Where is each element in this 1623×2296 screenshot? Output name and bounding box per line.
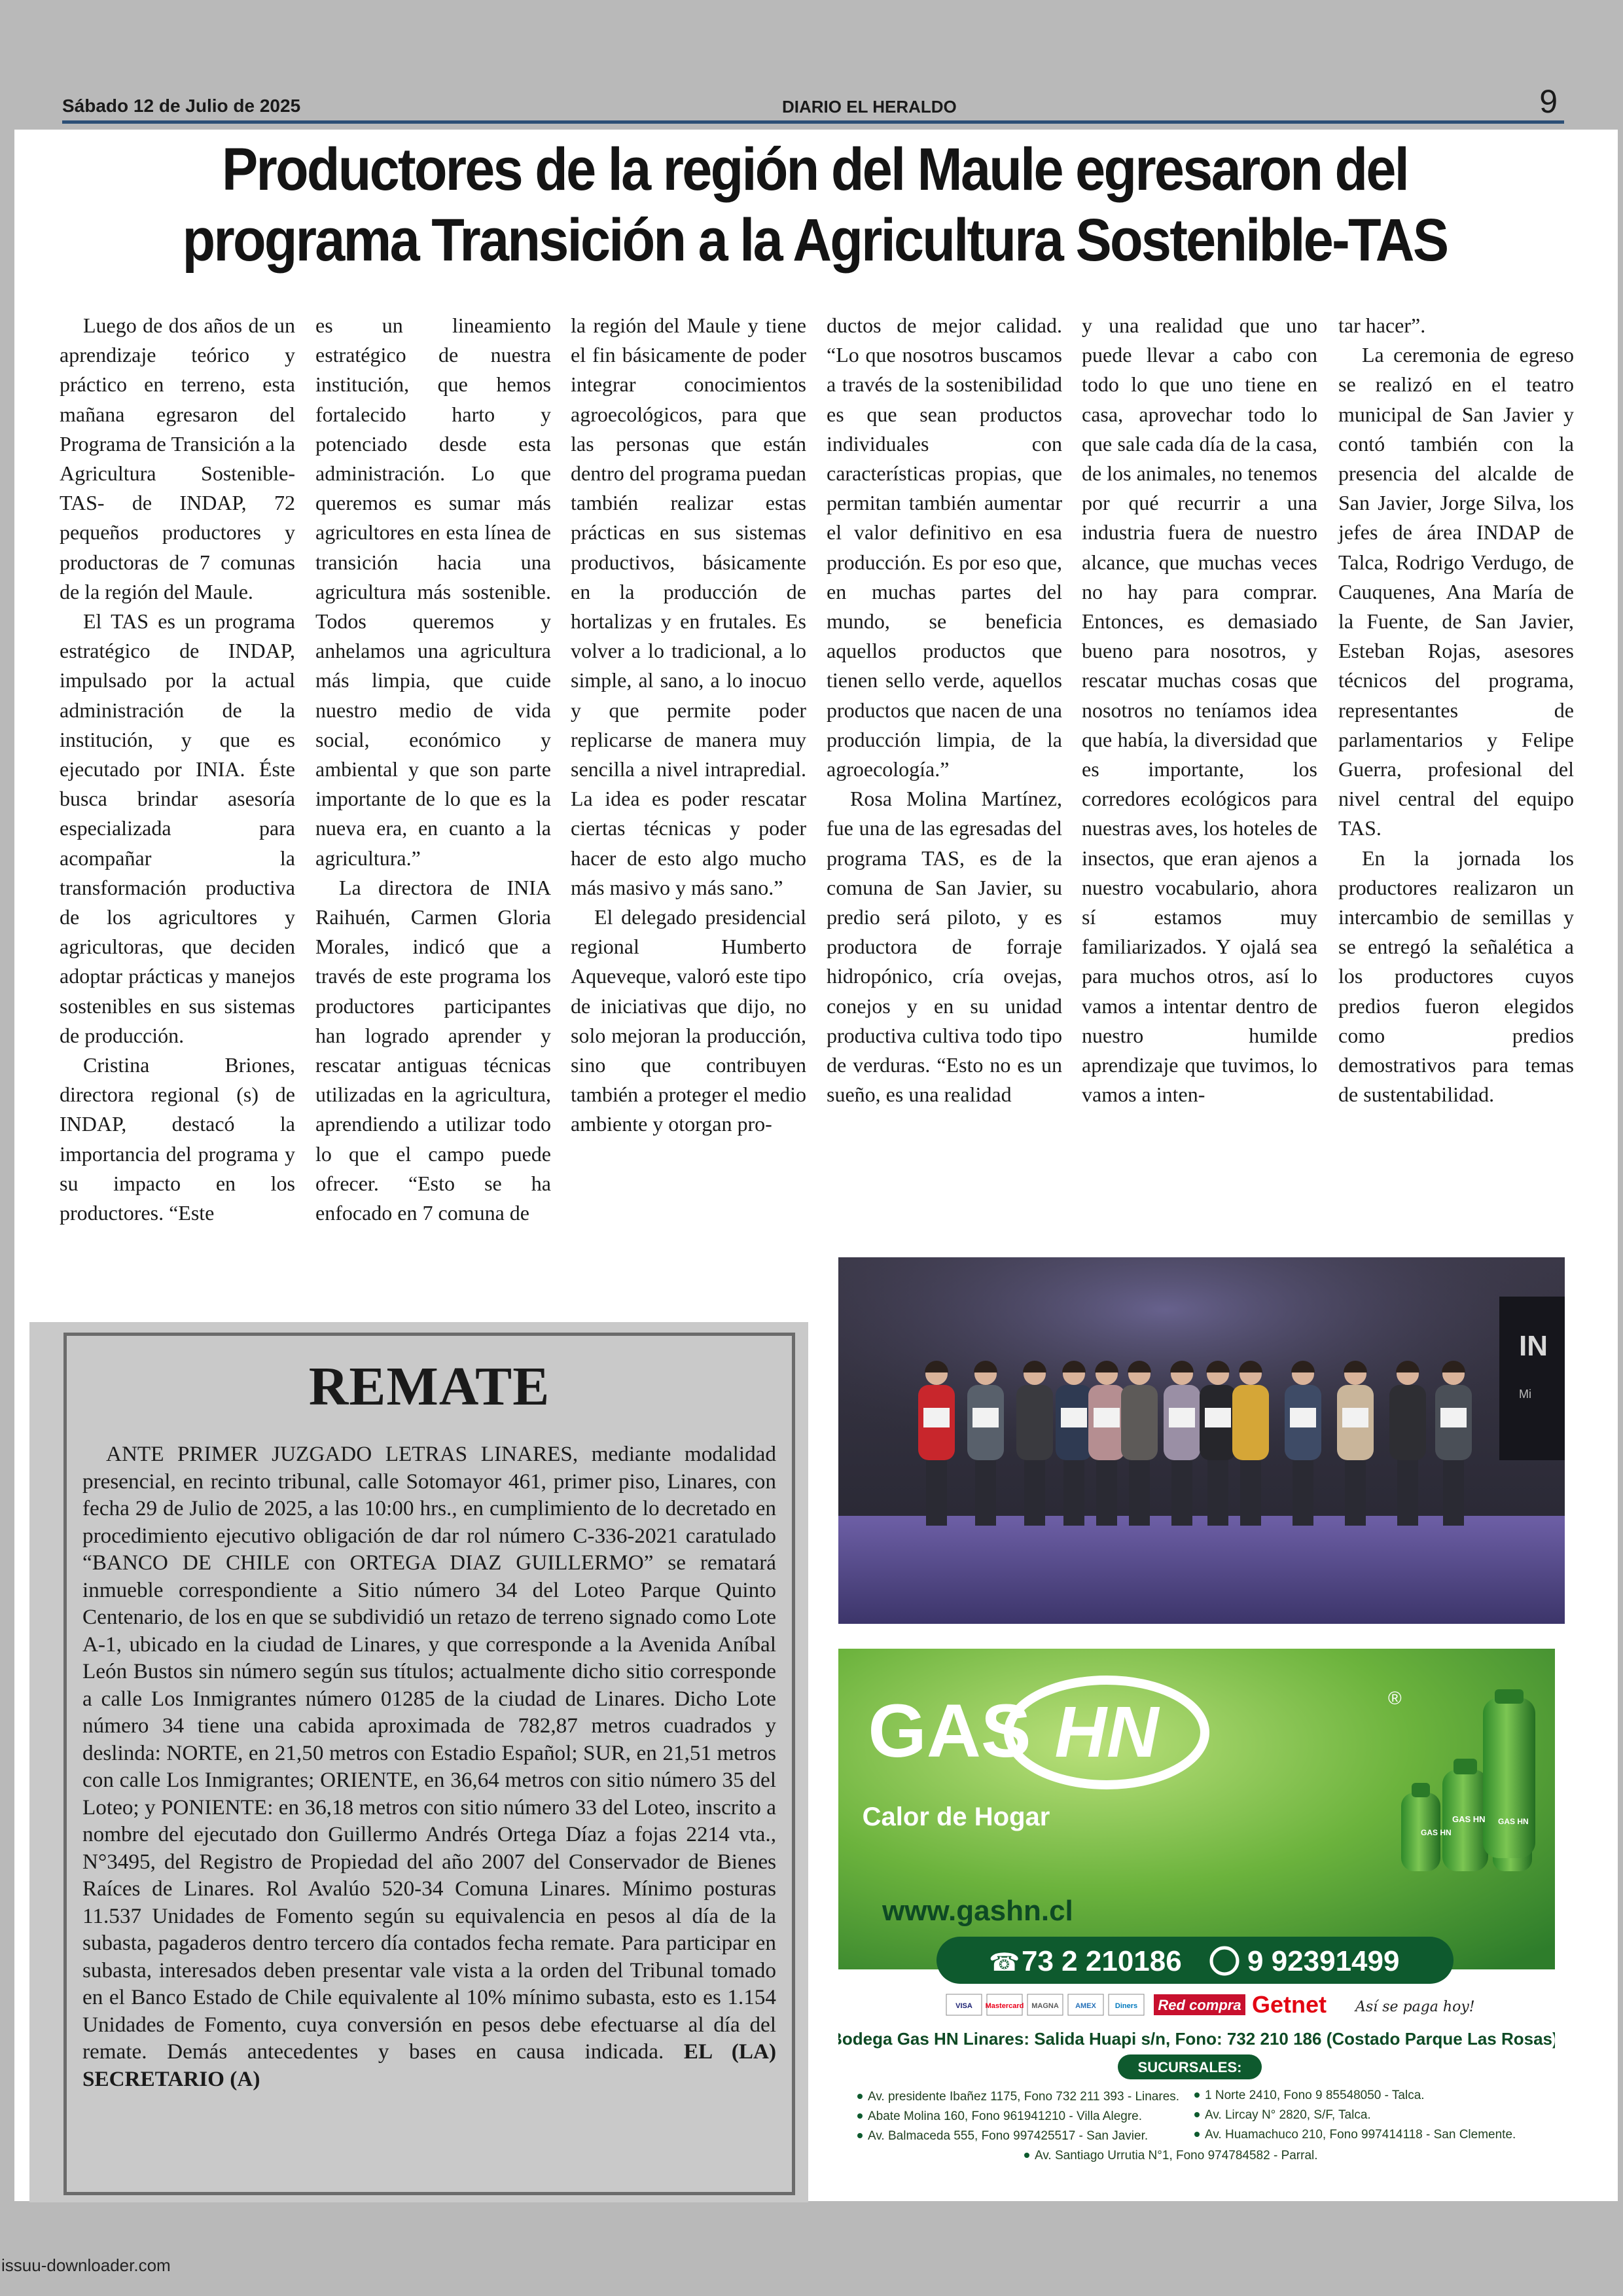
ad-phone[interactable]: 73 2 210186 — [1022, 1945, 1182, 1977]
svg-text:VISA: VISA — [955, 2002, 972, 2010]
branch-address: Av. Santiago Urrutia N°1, Fono 974784582 - Parral. — [1035, 2149, 1318, 2162]
ad-bodega: Bodega Gas HN Linares: Salida Huapi s/n, Fono: 732 210 186 (Costado Parque Las Rosas). — [838, 2029, 1555, 2049]
watermark: issuu-downloader.com — [1, 2255, 171, 2275]
gas-wordmark: GAS — [868, 1689, 1031, 1773]
ceremony-photo-image — [838, 1257, 1565, 1624]
headline-line-1: Productores de la región del Maule egresaron del — [221, 136, 1408, 203]
bullet-icon — [857, 2113, 863, 2119]
remate-body — [82, 1441, 776, 2092]
gas-hn-advertisement — [838, 1649, 1555, 2172]
article-paragraph: Rosa Molina Martínez, fue una de las egresadas del programa TAS, es de la comuna de San Javier, su predio será piloto, y es productora de forraje hidropónico, cría ovejas, conejos y en su unidad productiva cultiva todo tipo de verduras. “Esto no es un sueño, es una realidad — [827, 787, 1062, 1107]
article-paragraph: La directora de INIA Raihuén, Carmen Gloria Morales, indicó que a través de este programa los productores participantes han logrado aprender y rescatar antiguas técnicas utilizadas en la agricultura, aprendiendo a utilizar todo lo que el campo puede ofrecer. “Esto se ha enfocado en 7 comuna de — [315, 875, 551, 1225]
article-headline — [147, 134, 1484, 276]
payment-logo — [946, 1994, 982, 2015]
bullet-icon — [857, 2133, 863, 2138]
payment-logo — [1027, 1994, 1063, 2015]
article-column — [315, 311, 551, 1228]
remate-signature: EL (LA) SECRETARIO (A) — [82, 2039, 777, 2091]
sucursales-label: SUCURSALES: — [1137, 2059, 1242, 2075]
ceremony-photo — [838, 1257, 1565, 1624]
branch-address: Av. Huamachuco 210, Fono 997414118 - San Clemente. — [1205, 2128, 1516, 2142]
issue-date: Sábado 12 de Julio de 2025 — [62, 96, 301, 116]
svg-text:Diners: Diners — [1115, 2002, 1138, 2010]
ad-website[interactable]: www.gashn.cl — [882, 1895, 1073, 1927]
article-paragraph: la región del Maule y tiene el fin básicamente de poder integrar conocimientos agroecológicos, para que las personas que están dentro del programa puedan también realizar estas prácticas en sus sistemas productivos, básicamente en la producción de hortalizas y en frutales. Es volver a lo tradicional, a lo simple, al sano, a lo inocuo y que permite poder replicarse de manera muy sencilla a nivel intrapredial. La idea es poder rescatar ciertas técnicas y poder hacer de esto algo mucho más masivo y más sano.” — [571, 314, 806, 899]
article-column — [827, 311, 1062, 1109]
payment-logo — [986, 1994, 1024, 2015]
payment-slogan: Así se paga hoy! — [1355, 1999, 1475, 2015]
bullet-icon — [1194, 2132, 1200, 2137]
ad-tagline: Calor de Hogar — [862, 1803, 1050, 1831]
article-paragraph: y una realidad que uno puede llevar a cabo con todo lo que uno tiene en casa, aprovechar todo lo que sale cada día de la casa, de los animales, no tenemos por qué recurrir a una industria fuera de nuestro alcance, que muchas veces no hay para comprar. Entonces, es demasiado bueno para nosotros, y rescatar muchas cosas que nosotros no teníamos idea que había, la diversidad que es importante, los corredores ecológicos para nuestras aves, los hoteles de insectos, que eran ajenos a nuestro vocabulario, ahora sí estamos muy familiarizados. Y ojalá sea para muchos otros, así lo vamos a intentar dentro de nuestro humilde aprendizaje que tuvimos, lo vamos a inten- — [1082, 314, 1317, 1107]
article-paragraph: es un lineamiento estratégico de nuestra institución, que hemos fortalecido harto y potenciado desde esta administración. Lo que queremos es sumar más agricultores en esta línea de transición hacia una agricultura más sostenible. Todos queremos y anhelamos una agricultura más limpia, que cuide nuestro medio de vida social, económico y ambiental y que son parte importante de lo que es la nueva era, en cuanto a la agricultura.” — [315, 314, 551, 870]
article-paragraph: ductos de mejor calidad. “Lo que nosotros buscamos a través de la sostenibilidad es que sean productos individuales con características propias, que permitan también aumentar el valor definitivo en esa producción. Es por eso que, en muchas partes del mundo, se beneficia aquellos productos que tienen sello verde, aquellos productos que nacen de una producción limpia, de la agroecología.” — [827, 314, 1062, 781]
branch-address: Av. Balmaceda 555, Fono 997425517 - San Javier. — [868, 2129, 1149, 2143]
branch-address: Av. presidente Ibañez 1175, Fono 732 211 393 - Linares. — [868, 2090, 1180, 2104]
article-paragraph: El delegado presidencial regional Humberto Aqueveque, valoró este tipo de iniciativas que dijo, no solo mejoran la producción, sino que contribuyen también a proteger el medio ambiente y otorgan pro- — [571, 905, 806, 1136]
svg-text:MAGNA: MAGNA — [1031, 2002, 1059, 2010]
svg-text:AMEX: AMEX — [1075, 2002, 1096, 2010]
branch-address: Av. Lircay N° 2820, S/F, Talca. — [1205, 2108, 1371, 2122]
branch-list — [857, 2089, 1516, 2162]
page-header — [62, 83, 1564, 124]
svg-text:Mastercard: Mastercard — [985, 2002, 1024, 2010]
payment-logo — [1068, 1994, 1103, 2015]
bullet-icon — [857, 2094, 863, 2099]
svg-text:Mi: Mi — [1519, 1388, 1531, 1401]
getnet-logo: Getnet — [1252, 1991, 1327, 2018]
remate-text: ANTE PRIMER JUZGADO LETRAS LINARES, mediante modalidad presencial, en recinto tribunal, calle Sotomayor 461, primer piso, Linares, con fecha 29 de Julio de 2025, a las 10:00 hrs., en cumplimiento de lo decretado en procedimiento ejecutivo obligación de dar rol número C-336-2021 caratulado “BANCO DE CHILE con ORTEGA DIAZ GUILLERMO” se rematará inmueble correspondiente a Sitio número 34 del Loteo Parque Quinto Centenario, de los en que se subdividió un retazo de terreno signado como Lote A-1, ubicado en la ciudad de Linares, y que corresponde a la Avenida Aníbal León Bustos sin número según sus títulos; actualmente dicho sitio corresponde a calle Los Inmigrantes número 01285 de la ciudad de Linares. Dicho Lote número 34 tiene una cabida aproximada de 782,87 metros cuadrados y deslinda: NORTE, en 21,50 metros con Estadio Español; SUR, en 21,51 metros con calle Los Inmigrantes; ORIENTE, en 36,64 metros con sitio número 35 del Loteo; y PONIENTE: en 36,18 metros con sitio número 33 del Loteo, inscrito a nombre del ejecutado don Guillermo Andrés Ortega Díaz a fojas 2214 vta., N°3495, del Registro de Propiedad del año 2007 del Conservador de Bienes Raíces de Linares. Rol Avalúo 520-34 Comuna Linares. Mínimo posturas 11.537 Unidades de Fomento según su equivalencia en pesos al día de la subasta, pagaderos dentro tercero día contados fecha remate. Para participar en subasta, interesados deben presentar vale vista a la orden del Tribunal tomado en el Banco Estado de Chile equivalente al 10% mínimo subasta, esto es 1.154 Unidades de Fomento, cuya conversión en pesos debe efectuarse al día del remate. Demás antecedentes y bases en causa indicada. — [82, 1442, 776, 2064]
article-paragraph: Luego de dos años de un aprendizaje teórico y práctico en terreno, esta mañana egresaron del Programa de Transición a la Agricultura Sostenible-TAS- de INDAP, 72 pequeños productores y productoras de 7 comunas de la región del Maule. — [60, 314, 295, 603]
registered-mark: ® — [1388, 1688, 1402, 1708]
article-paragraph: tar hacer”. — [1338, 314, 1426, 337]
headline-line-2: programa Transición a la Agricultura Sostenible-TAS — [182, 207, 1448, 274]
article-column — [1082, 311, 1317, 1109]
phone-icon: ☎ — [989, 1948, 1020, 1977]
page-number: 9 — [1539, 83, 1558, 120]
newspaper-name: DIARIO EL HERALDO — [782, 97, 957, 117]
article-paragraph: La ceremonia de egreso se realizó en el teatro municipal de San Javier y contó también con la presencia del alcalde de San Javier, Jorge Silva, los jefes de área INDAP de Talca, Rodrigo Verdugo, de Cauquenes, Ana María de la Fuente, de San Javier, Esteban Rojas, asesores técnicos del programa, representantes de parlamentarios y Felipe Guerra, profesional del nivel central del equipo TAS. — [1338, 343, 1574, 840]
bullet-icon — [1024, 2153, 1029, 2158]
bullet-icon — [1194, 2092, 1200, 2098]
payment-logo — [1109, 1994, 1144, 2015]
article-paragraph: Cristina Briones, directora regional (s) de INDAP, destacó la importancia del programa y su impacto en los productores. “Este — [60, 1053, 295, 1225]
payment-logos — [946, 1991, 1475, 2018]
cylinder-label: GAS HN — [1498, 1817, 1529, 1826]
article-column — [571, 311, 806, 1139]
branch-address: 1 Norte 2410, Fono 9 85548050 - Talca. — [1205, 2089, 1425, 2102]
article-column — [1338, 311, 1574, 1109]
cylinder-label: GAS HN — [1452, 1814, 1486, 1824]
article-paragraph: El TAS es un programa estratégico de INDAP, impulsado por la actual administración de la institución, y que es ejecutado por INIA. Éste busca brindar asesoría especializada para acompañar la transformación productiva de los agricultores y agricultoras, que deciden adoptar prácticas y manejos sostenibles en sus sistemas de producción. — [60, 609, 295, 1047]
article-paragraph: En la jornada los productores realizaron un intercambio de semillas y se entregó la señalética a los productores cuyos predios fueron elegidos como predios demostrativos para temas de sustentabilidad. — [1338, 846, 1574, 1107]
svg-text:IN: IN — [1519, 1330, 1548, 1362]
cylinder-label: GAS HN — [1421, 1828, 1452, 1837]
ad-whatsapp[interactable]: 9 92391499 — [1247, 1945, 1400, 1977]
redcompra-text: Red compra — [1158, 1997, 1241, 2013]
branch-address: Abate Molina 160, Fono 961941210 - Villa Alegre. — [868, 2109, 1143, 2123]
gas-hn-ad-graphic — [838, 1649, 1555, 2172]
bullet-icon — [1194, 2112, 1200, 2117]
hn-wordmark: HN — [1054, 1692, 1159, 1772]
article-column — [60, 311, 295, 1228]
remate-title: REMATE — [308, 1356, 550, 1417]
remate-notice — [63, 1333, 795, 2195]
